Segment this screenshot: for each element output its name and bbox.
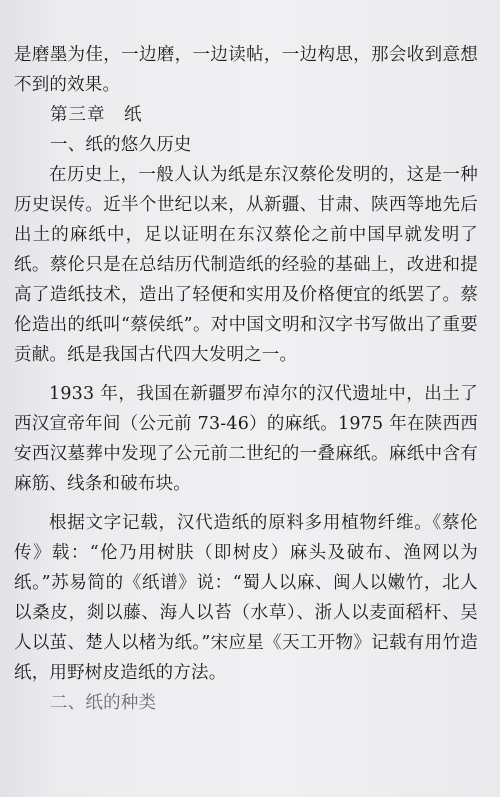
paragraph-records: 根据文字记载，汉代造纸的原料多用植物纤维。《蔡伦传》载：“伦乃用树肤（即树皮）麻头及破布、渔网以为纸。”苏易简的《纸谱》说：“蜀人以麻、闽人以嫩竹，北人以桑皮，剡以藤、海人以苔（水草）、浙人以麦面稻杆、吴人以茧、楚人以楮为纸。”宋应星《天工开物》记载有用竹造纸，用野树皮造纸的方法。: [14, 513, 478, 683]
intro-paragraph: 是磨墨为佳，一边磨，一边读帖，一边构思，那会收到意想不到的效果。: [14, 45, 478, 95]
page-text: [14, 40, 478, 718]
paragraph-excavation: 1933 年，我国在新疆罗布淖尔的汉代遗址中，出土了西汉宣帝年间（公元前 73-46）的麻纸。1975 年在陕西西安西汉墓葬中发现了公元前二世纪的一叠麻纸。麻纸中含有麻筋、线条和破布块。: [14, 384, 478, 494]
chapter-heading: 第三章 纸: [50, 105, 143, 125]
section-heading-history: 一、纸的悠久历史: [50, 135, 192, 155]
paragraph-history: 在历史上，一般人认为纸是东汉蔡伦发明的，这是一种历史误传。近半个世纪以来，从新疆、甘肃、陕西等地先后出土的麻纸中，足以证明在东汉蔡伦之前中国早就发明了纸。蔡伦只是在总结历代制造纸的经验的基础上，改进和提高了造纸技术，造出了轻便和实用及价格便宜的纸罢了。蔡伦造出的纸叫“蔡侯纸”。对中国文明和汉字书写做出了重要贡献。纸是我国古代四大发明之一。: [14, 165, 478, 365]
section-heading-types: 二、纸的种类: [50, 693, 157, 713]
